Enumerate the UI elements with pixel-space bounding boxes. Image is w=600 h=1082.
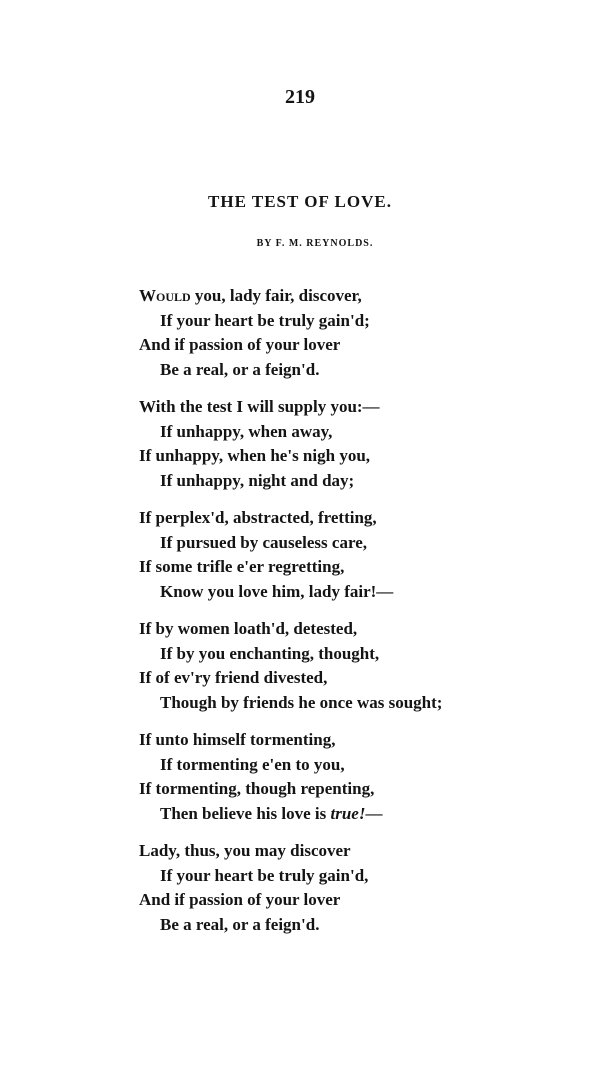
poem-line: If tormenting e'en to you, [160, 754, 345, 774]
stanza [139, 506, 579, 604]
stanza [139, 728, 579, 826]
poem-line: If your heart be truly gain'd; [160, 310, 370, 330]
poem-line: If unto himself tormenting, [139, 730, 336, 749]
poem-line: Know you love him, lady fair!— [160, 581, 394, 601]
stanza [139, 395, 579, 493]
poem-line: If of ev'ry friend divested, [139, 668, 328, 687]
emphasized-word: true! [330, 803, 366, 823]
poem-line: If perplex'd, abstracted, fretting, [139, 508, 377, 527]
poem-line [139, 802, 579, 827]
poem-line: If pursued by causeless care, [160, 532, 367, 552]
poem-line [139, 284, 579, 309]
line-text: Then believe his love is [160, 803, 331, 823]
poem-line: If unhappy, night and day; [160, 470, 355, 490]
stanza [139, 284, 579, 382]
stanza [139, 617, 579, 715]
poem-line: With the test I will supply you:— [139, 397, 380, 416]
poem-line: And if passion of your lover [139, 890, 341, 909]
stanza [139, 839, 579, 937]
line-text: you, lady fair, discover, [190, 286, 362, 305]
line-tail: — [365, 803, 383, 823]
poem-line: If by you enchanting, thought, [160, 643, 380, 663]
poem-line: If tormenting, though repenting, [139, 779, 375, 798]
poem-line: If unhappy, when away, [160, 421, 333, 441]
poem-line: If your heart be truly gain'd, [160, 865, 369, 885]
poem-line: Be a real, or a feign'd. [160, 359, 320, 379]
poem-title: THE TEST OF LOVE. [208, 192, 392, 211]
poem-line: And if passion of your lover [139, 335, 341, 354]
author-byline: BY F. M. REYNOLDS. [256, 238, 374, 249]
poem-line: Though by friends he once was sought; [160, 692, 443, 712]
first-word: Would [139, 286, 191, 305]
poem-line: If by women loath'd, detested, [139, 619, 358, 638]
poem-line: If unhappy, when he's nigh you, [139, 446, 371, 465]
poem-line: Lady, thus, you may discover [139, 841, 351, 860]
poem-body [139, 284, 579, 950]
poem-line: If some trifle e'er regretting, [139, 557, 345, 576]
page-number: 219 [285, 86, 315, 108]
poem-line: Be a real, or a feign'd. [160, 914, 320, 934]
